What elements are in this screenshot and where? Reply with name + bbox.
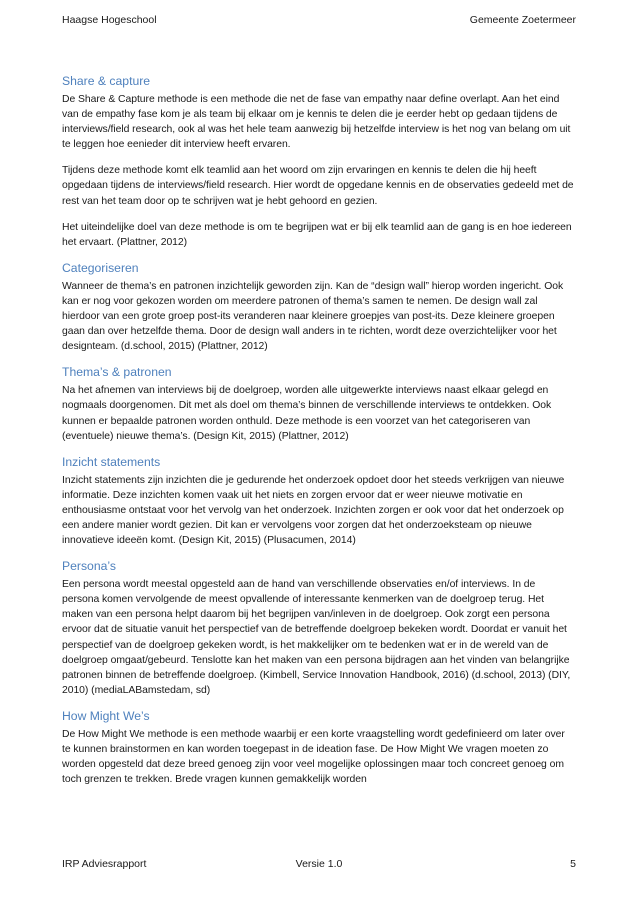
section-title: Categoriseren [62, 260, 139, 275]
paragraph: Wanneer de thema’s en patronen inzichtelijk geworden zijn. Kan de “design wall” hierop worden ingericht. Ook kan er nog voor gekozen worden om meerdere patronen of thema’s samen te nemen. De design wall zal hierdoor van een grote groep post-its veranderen naar kleinere groepjes van post-its. Deze kleinere groepen gaan dan over hetzelfde thema. Door de design wall anders in te richten, wordt deze overzichtelijker voor het designteam. (d.school, 2015) (Plattner, 2012) [62, 280, 564, 353]
paragraph: Inzicht statements zijn inzichten die je gedurende het onderzoek opdoet door het steeds verkrijgen van nieuwe informatie. Deze inzichten komen vaak uit het niets en zorgen ervoor dat er weer nieuwe motivatie en enthousiasme ontstaat voor het vervolg van het onderzoek. Inzichten zorgen er ook voor dat het onderzoek op een andere manier wordt gezien. Dit kan er vervolgens voor zorgen dat het onderzoeksteam op nieuwe innovatieve ideeën komt. (Design Kit, 2015) (Plusacumen, 2014) [62, 474, 565, 547]
section-title: Persona’s [62, 559, 116, 574]
page-header [62, 14, 576, 30]
section-inzicht-statements [62, 455, 575, 548]
footer-version: Versie 1.0 [295, 858, 343, 870]
page-footer [62, 858, 576, 874]
paragraph: De How Might We methode is een methode waarbij er een korte vraagstelling wordt gedefinieerd om later over te kunnen brainstormen en kan worden toegepast in de ideation fase. De How Might We vragen moeten zo worden opgesteld dat deze breed genoeg zijn voor veel mogelijke oplossingen maar toch concreet genoeg om toch grenzen te trekken. Brede vragen kunnen gemakkelijk worden [62, 728, 565, 786]
section-title: Share & capture [62, 74, 151, 88]
header-organization: Haagse Hogeschool [62, 14, 157, 26]
paragraph: Na het afnemen van interviews bij de doelgroep, worden alle uitgewerkte interviews naast elkaar gelegd en nogmaals doorgenomen. Dit met als doel om thema’s binnen de verschillende interviews te ontdekken. Ook kunnen er bepaalde patronen worden onthuld. Deze methode is een voorzet van het categoriseren van (eventuele) nieuwe thema’s. (Design Kit, 2015) (Plattner, 2012) [62, 385, 552, 442]
section-share-capture [62, 74, 575, 250]
paragraph: De Share & Capture methode is een methode die net de fase van empathy naar define overlapt. Aan het eind van de empathy fase kom je als team bij elkaar om je kennis te delen die je eerder hebt op gedaan tijdens de interviews/field research, ook al was het hele team aanwezig bij hetzelfde interview is het nog van belang om uit te leggen hoe eenieder dit interview heeft ervaren. [62, 94, 571, 151]
footer-document-title: IRP Adviesrapport [62, 858, 147, 870]
paragraph: Het uiteindelijke doel van deze methode is om te begrijpen wat er bij elk teamlid aan de gang is en hoe iedereen het ervaart. (Plattner, 2012) [62, 221, 572, 248]
section-title: Inzicht statements [62, 454, 161, 469]
paragraph: Een persona wordt meestal opgesteld aan de hand van verschillende observaties en/of interviews. In de persona komen vervolgende de meest opvallende of interessante kenmerken van de doelgroep terug. Het maken van een persona helpt daarom bij het begrijpen van/inleven in de doelgroep. Ook zorgt een persona ervoor dat de situatie vanuit het perspectief van de betreffende doelgroep bekeken wordt. Doordat er vanuit het perspectief van de doelgroep gekeken wordt, is het makkelijker om te bedenken wat er in de wereld van de doelgroep omgaat/gebeurd. Tenslotte kan het maken van een persona bijdragen aan het vinden van belangrijke patronen binnen de betreffende doelgroep. (Kimbell, Service Innovation Handbook, 2016) (d.school, 2013) (DIY, 2010) (mediaLABamstedam, sd) [62, 579, 571, 696]
header-client: Gemeente Zoetermeer [469, 14, 576, 26]
footer-page-number: 5 [570, 858, 576, 870]
section-title: Thema’s & patronen [62, 365, 172, 380]
section-how-might-we [62, 709, 575, 787]
paragraph: Tijdens deze methode komt elk teamlid aan het woord om zijn ervaringen en kennis te delen die hij heeft opgedaan tijdens de interviews/field research. Hier wordt de opgedane kennis en de observaties gedeeld met de rest van het team door op te schrijven wat je hebt gehoord en gezien. [62, 165, 574, 207]
section-title: How Might We’s [62, 708, 150, 723]
page-content [62, 74, 575, 798]
section-categoriseren [62, 261, 575, 354]
section-personas [62, 559, 575, 698]
section-themas-patronen [62, 365, 575, 443]
